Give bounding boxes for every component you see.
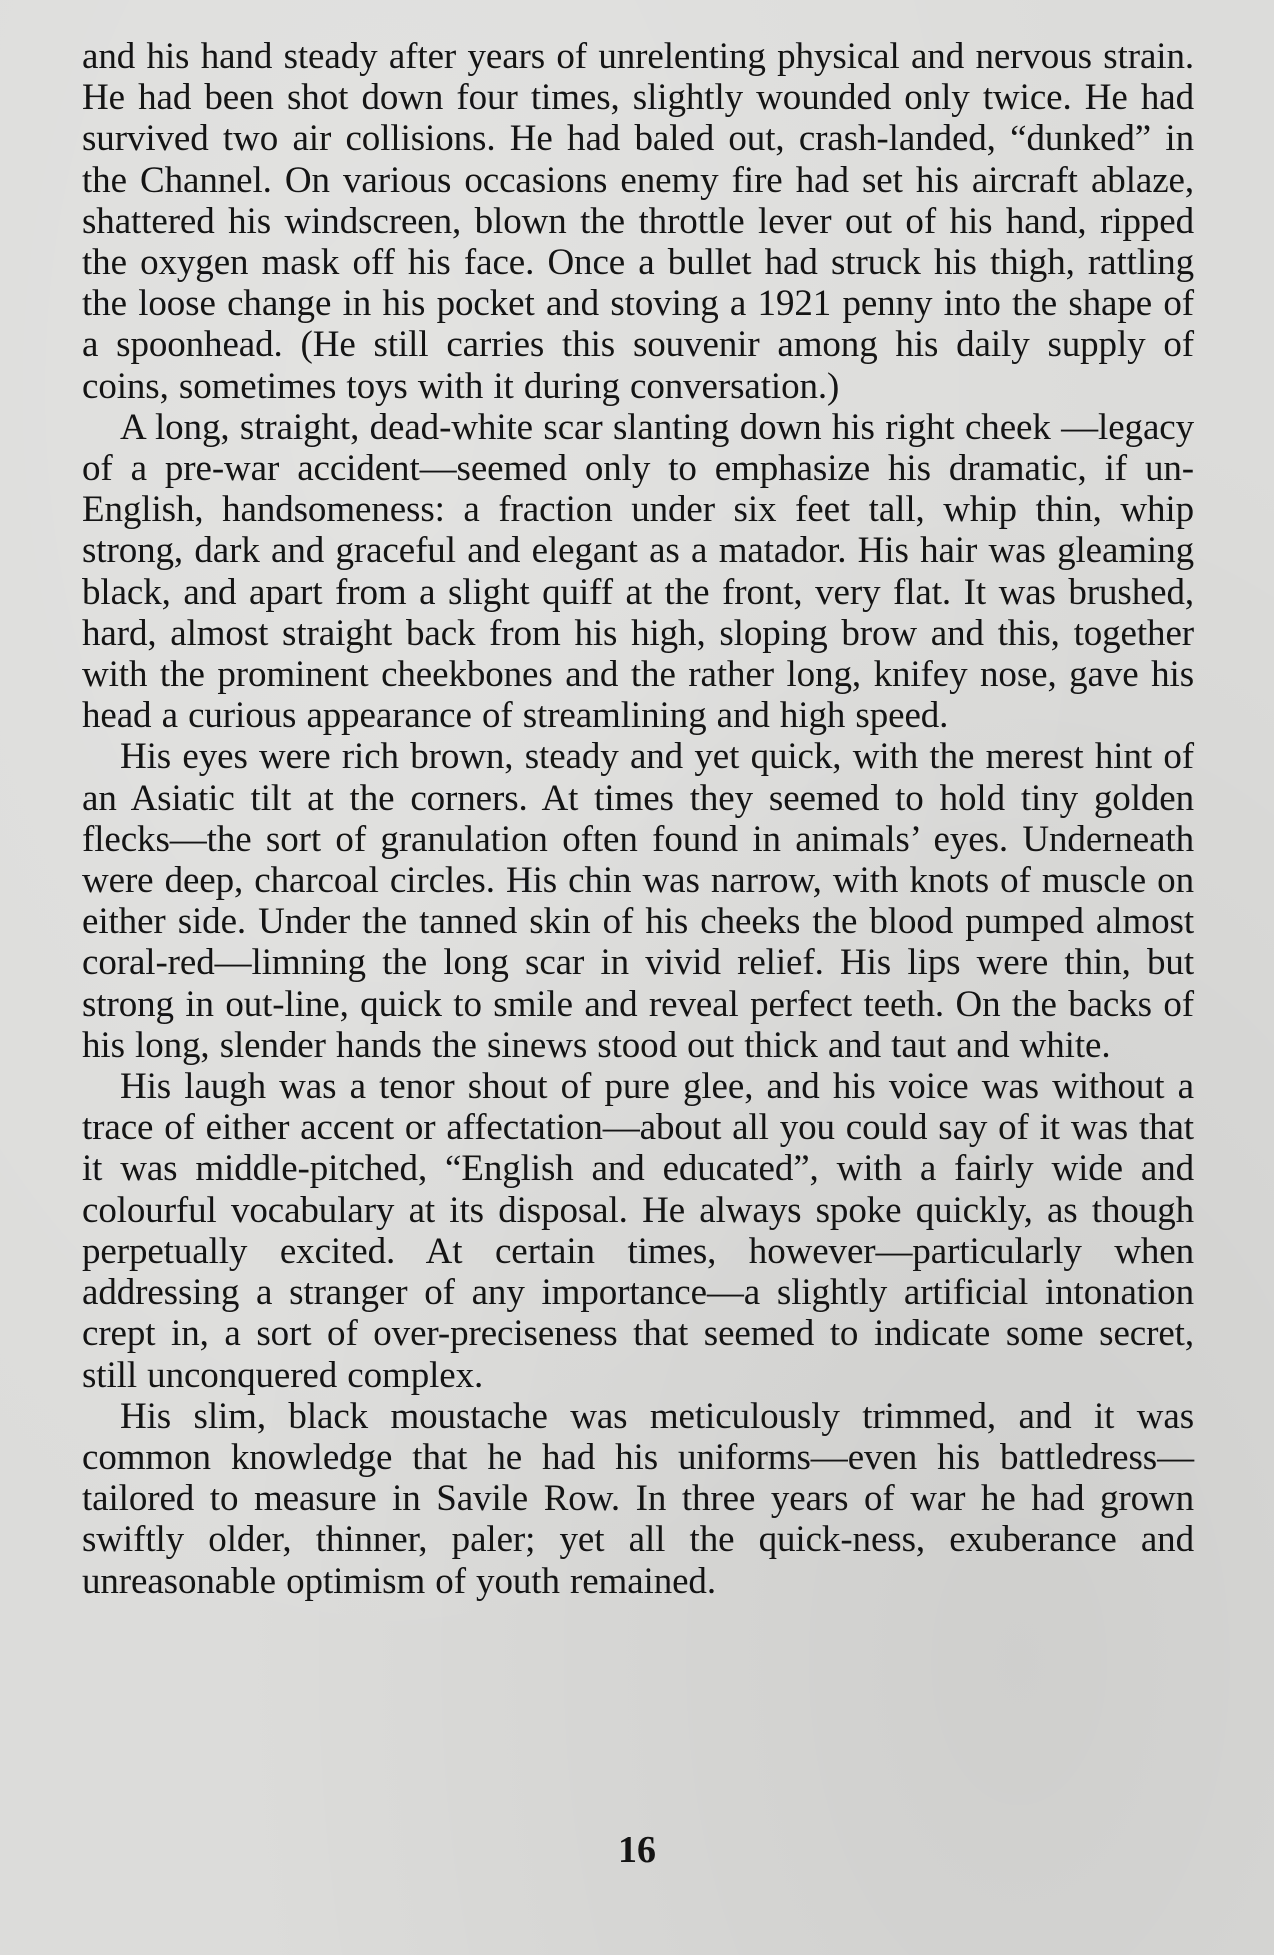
page-number: 16: [618, 1829, 656, 1871]
paragraph-1: and his hand steady after years of unrelenting physical and nervous strain. He had been shot down four times, slightly wounded only twice. He had survived two air collisions. He had baled out, crash-landed, “dunked” in the Channel. On various occasions enemy fire had set his aircraft ablaze, shattered his windscreen, blown the throttle lever out of his hand, ripped the oxygen mask off his face. Once a bullet had struck his thigh, rattling the loose change in his pocket and stoving a 1921 penny into the shape of a spoonhead. (He still carries this souvenir among his daily supply of coins, sometimes toys with it during conversation.): [82, 36, 1194, 407]
paragraph-3: His eyes were rich brown, steady and yet quick, with the merest hint of an Asiatic tilt at the corners. At times they seemed to hold tiny golden flecks—the sort of granulation often found in animals’ eyes. Underneath were deep, charcoal circles. His chin was narrow, with knots of muscle on either side. Under the tanned skin of his cheeks the blood pumped almost coral-red—limning the long scar in vivid relief. His lips were thin, but strong in out-line, quick to smile and reveal perfect teeth. On the backs of his long, slender hands the sinews stood out thick and taut and white.: [82, 736, 1194, 1066]
paragraph-2: A long, straight, dead-white scar slanting down his right cheek —legacy of a pre-war accident—seemed only to emphasize his dramatic, if un-English, handsomeness: a fraction under six feet tall, whip thin, whip strong, dark and graceful and elegant as a matador. His hair was gleaming black, and apart from a slight quiff at the front, very flat. It was brushed, hard, almost straight back from his high, sloping brow and this, together with the prominent cheekbones and the rather long, knifey nose, gave his head a curious appearance of streamlining and high speed.: [82, 406, 1194, 737]
paragraph-4: His laugh was a tenor shout of pure glee, and his voice was without a trace of either accent or affectation—about all you could say of it was that it was middle-pitched, “English and educated”, with a fairly wide and colourful vocabulary at its disposal. He always spoke quickly, as though perpetually excited. At certain times, however—particularly when addressing a stranger of any importance—a slightly artificial intonation crept in, a sort of over-preciseness that seemed to indicate some secret, still unconquered complex.: [82, 1066, 1194, 1396]
paragraph-5: His slim, black moustache was meticulously trimmed, and it was common knowledge that he had his uniforms—even his battledress—tailored to measure in Savile Row. In three years of war he had grown swiftly older, thinner, paler; yet all the quick-ness, exuberance and unreasonable optimism of youth remained.: [82, 1395, 1194, 1602]
body-text: [82, 36, 1194, 1602]
